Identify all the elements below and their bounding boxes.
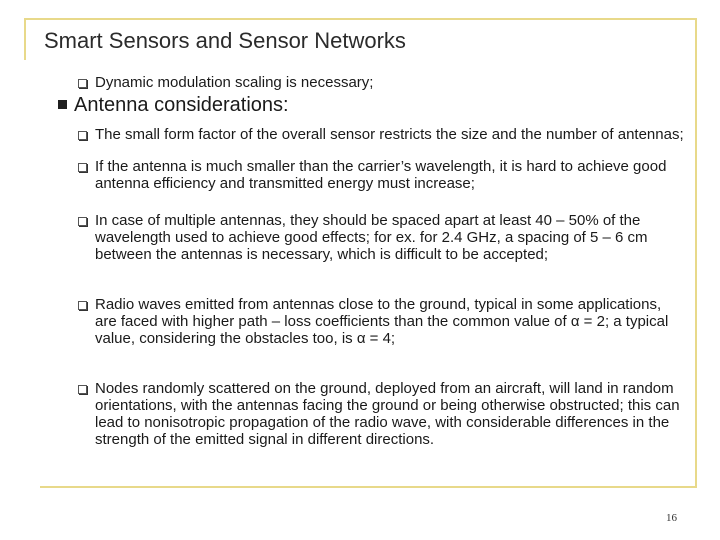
slide-title: Smart Sensors and Sensor Networks: [44, 28, 406, 53]
bullet-text: Nodes randomly scattered on the ground, deployed from an aircraft, will land in random orientations, with the antennas facing the ground or being otherwise obstructed; this can lead to nonisotropic propagation of the radio wave, with considerable differences in the strength of the emitted signal in different directions.: [95, 380, 680, 448]
bullet-heading-text: Antenna considerations:: [74, 94, 289, 116]
frame-left-tick: [24, 18, 26, 60]
hollow-square-bullet-icon: [78, 131, 87, 140]
bullet-text: If the antenna is much smaller than the carrier’s wavelength, it is hard to achieve good antenna efficiency and transmitted energy must increase;: [95, 158, 667, 192]
hollow-square-bullet-icon: [78, 163, 87, 172]
hollow-square-bullet-icon: [78, 217, 87, 226]
square-bullet-icon: [58, 100, 67, 109]
bullet-text: In case of multiple antennas, they should be spaced apart at least 40 – 50% of the wavelength used to achieve good effects; for ex. for 2.4 GHz, a spacing of 5 – 6 cm between the antennas is necessary, which is difficult to be accepted;: [95, 212, 648, 263]
frame-right-line: [695, 18, 697, 488]
page-number: 16: [666, 512, 677, 524]
frame-bottom-line: [40, 486, 697, 488]
hollow-square-bullet-icon: [78, 79, 87, 88]
bullet-text: Radio waves emitted from antennas close to the ground, typical in some applications, are faced with higher path – loss coefficients than the common value of α = 2; a typical value, considering the obstacles too, is α = 4;: [95, 296, 669, 347]
bullet-text: Dynamic modulation scaling is necessary;: [95, 74, 374, 91]
frame-top-line: [24, 18, 696, 20]
hollow-square-bullet-icon: [78, 385, 87, 394]
bullet-text: The small form factor of the overall sensor restricts the size and the number of antennas;: [95, 126, 684, 143]
hollow-square-bullet-icon: [78, 301, 87, 310]
